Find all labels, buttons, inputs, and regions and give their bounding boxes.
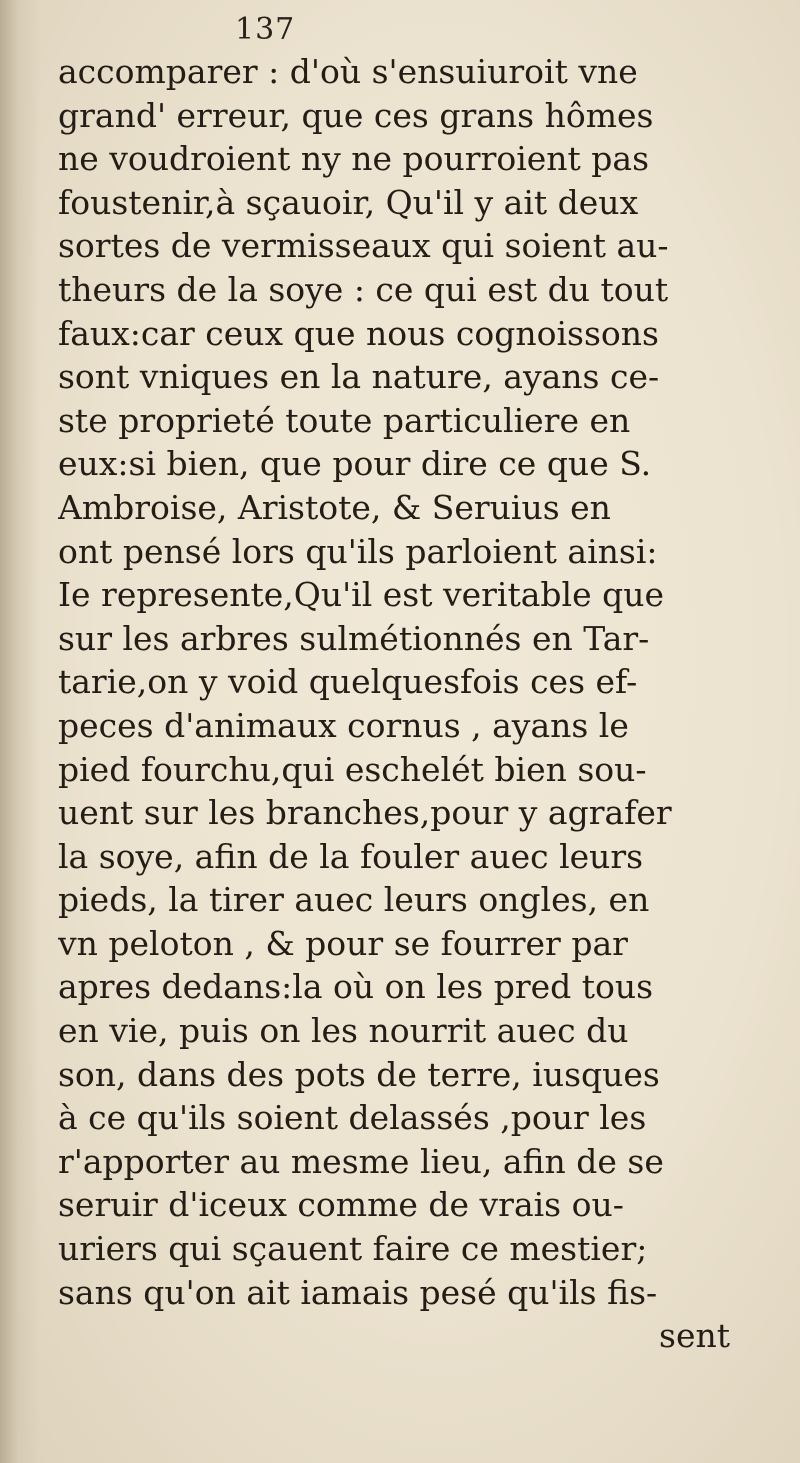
page-number: 137 <box>235 12 296 47</box>
text-block <box>58 50 778 1358</box>
text-line: apres dedans:la où on les pred tous <box>58 967 654 1007</box>
binding-shadow <box>0 0 40 1463</box>
text-line: sortes de vermisseaux qui soient au- <box>58 226 669 266</box>
text-line: tarie,on y void quelquesfois ces ef- <box>58 662 638 702</box>
catchword: sent <box>659 1316 730 1356</box>
text-line: accomparer : d'où s'ensuiuroit vne <box>58 52 638 91</box>
text-line: la soye, afin de la fouler auec leurs <box>58 836 644 876</box>
text-line: uriers qui sçauent faire ce mestier; <box>58 1229 648 1269</box>
text-line: en vie, puis on les nourrit auec du <box>58 1011 629 1051</box>
text-line: eux:si bien, que pour dire ce que S. <box>58 444 652 484</box>
text-line: vn peloton , & pour se fourrer par <box>58 923 628 963</box>
text-line: Ie represente,Qu'il est veritable que <box>58 575 665 615</box>
text-line: Ambroise, Aristote, & Seruius en <box>58 487 611 527</box>
text-line: uent sur les branches,pour y agrafer <box>58 793 672 833</box>
text-line: peces d'animaux cornus , ayans le <box>58 705 629 745</box>
text-line: faux:car ceux que nous cognoissons <box>58 313 659 353</box>
text-line: grand' erreur, que ces grans hômes <box>58 95 654 135</box>
text-line: theurs de la soye : ce qui est du tout <box>58 269 669 309</box>
text-line: pieds, la tirer auec leurs ongles, en <box>58 880 650 920</box>
text-line: foustenir,à sçauoir, Qu'il y ait deux <box>58 182 639 222</box>
text-line: r'apporter au mesme lieu, afin de se <box>58 1141 664 1181</box>
text-line: à ce qu'ils soient delassés ,pour les <box>58 1098 647 1138</box>
text-line: sont vniques en la nature, ayans ce- <box>58 357 660 397</box>
text-line: ont pensé lors qu'ils parloient ainsi: <box>58 531 658 571</box>
text-line: son, dans des pots de terre, iusques <box>58 1054 660 1094</box>
text-line: ne voudroient ny ne pourroient pas <box>58 139 650 179</box>
text-line: ste proprieté toute particuliere en <box>58 400 631 440</box>
text-line: sans qu'on ait iamais pesé qu'ils fis- <box>58 1272 658 1312</box>
text-line: sur les arbres sulmétionnés en Tar- <box>58 618 650 658</box>
text-line: pied fourchu,qui eschelét bien sou- <box>58 749 647 789</box>
text-line: seruir d'iceux comme de vrais ou- <box>58 1185 624 1225</box>
